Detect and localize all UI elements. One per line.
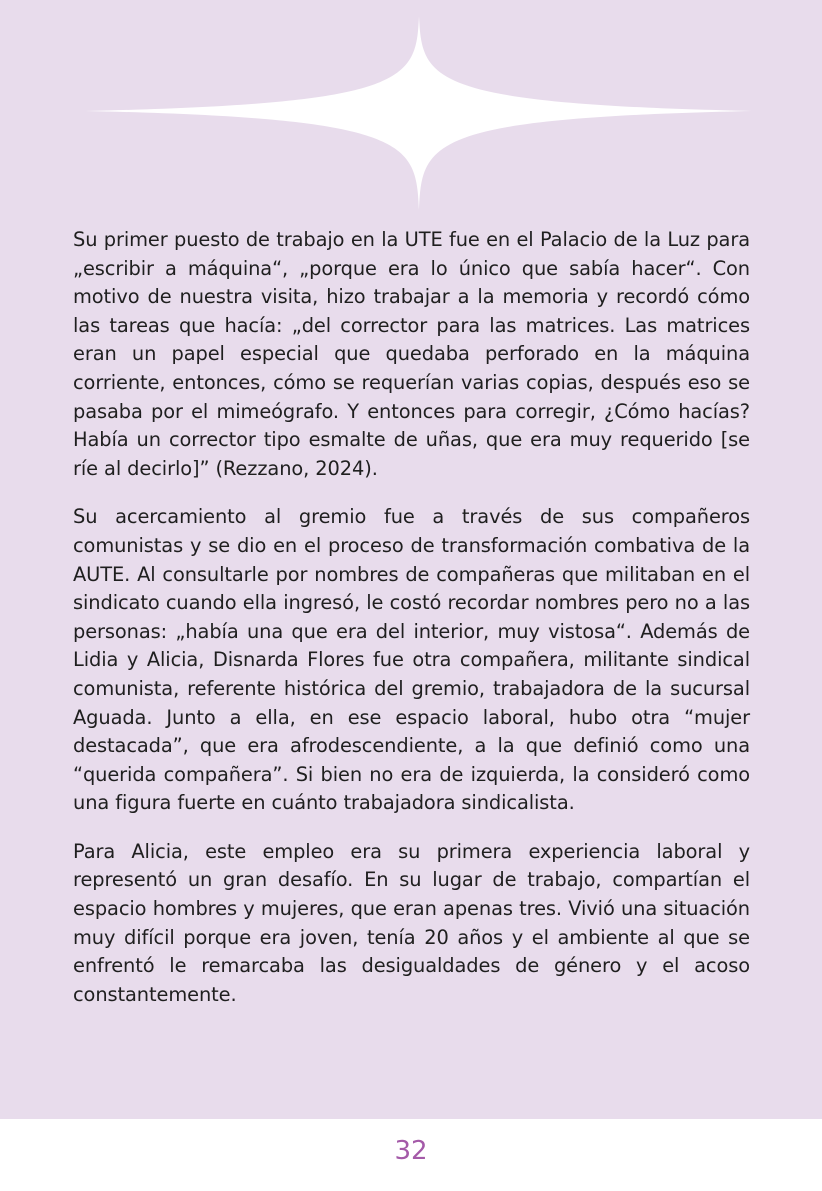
- paragraph: Para Alicia, este empleo era su primera experiencia laboral y representó un gran desafío. En su lugar de trabajo, compartían el espacio hombres y mujeres, que eran apenas tres. Vivió una situación muy difícil porque era joven, tenía 20 años y el ambiente al que se enfrentó le remarcaba las desigualdades de género y el acoso constantemente.: [73, 839, 750, 1006]
- body-text: [73, 226, 750, 1029]
- paragraph: Su primer puesto de trabajo en la UTE fue en el Palacio de la Luz para „escribir a máquina“, „porque era lo único que sabía hacer“. Con motivo de nuestra visita, hizo trabajar a la memoria y recordó cómo las tareas que hacía: „del corrector para las matrices. Las matrices eran un papel especial que quedaba perforado en la máquina corriente, entonces, cómo se requerían varias copias, después eso se pasaba por el mimeógrafo. Y entonces para corregir, ¿Cómo hacías? Había un corrector tipo esmalte de uñas, que era muy requerido [se ríe al decirlo]” (Rezzano, 2024).: [73, 228, 750, 480]
- paragraph: Su acercamiento al gremio fue a través de sus compañeros comunistas y se dio en el proceso de transformación combativa de la AUTE. Al consultarle por nombres de compañeras que militaban en el sindicato cuando ella ingresó, le costó recordar nombres pero no a las personas: „había una que era del interior, muy vistosa“. Además de Lidia y Alicia, Disnarda Flores fue otra compañera, militante sindical comunista, referente histórica del gremio, trabajadora de la sucursal Aguada. Junto a ella, en ese espacio laboral, hubo otra “mujer destacada”, que era afrodescendiente, a la que definió como una “querida compañera”. Si bien no era de izquierda, la consideró como una figura fuerte en cuánto trabajadora sindicalista.: [73, 505, 750, 815]
- sparkle-icon: [0, 0, 822, 220]
- page-number: 32: [394, 1136, 428, 1166]
